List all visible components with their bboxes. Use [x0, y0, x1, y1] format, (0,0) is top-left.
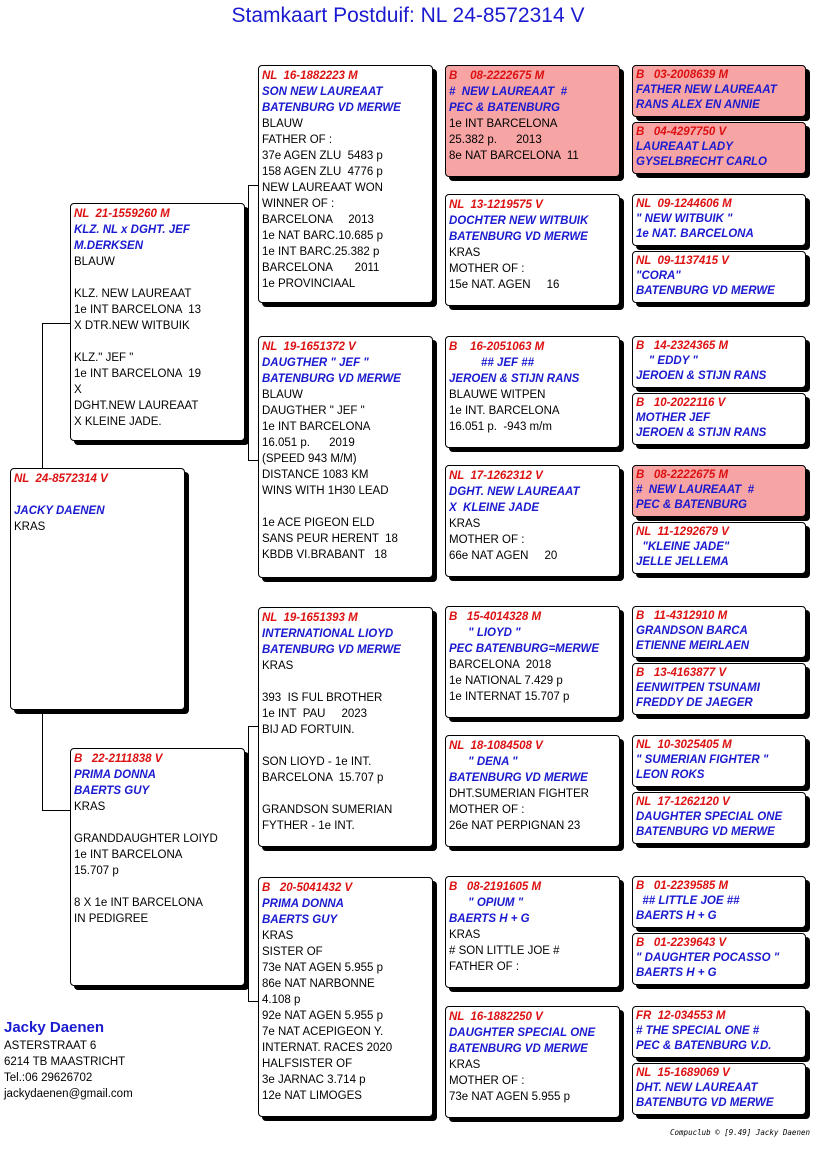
card-line: " EDDY "	[636, 355, 698, 367]
card-line: 86e NAT NARBONNE	[262, 978, 375, 990]
card-line: " DENA "	[449, 756, 518, 768]
gg3-card	[632, 194, 806, 246]
card-line: 73e NAT AGEN 5.955 p	[449, 1091, 571, 1103]
card-line: BATENBURG VD MERWE	[449, 772, 588, 784]
card-line: RANS ALEX EN ANNIE	[636, 99, 760, 111]
card-line: LAUREAAT LADY	[636, 141, 733, 153]
sd-card	[258, 336, 433, 578]
card-line: KLZ." JEF "	[74, 352, 134, 364]
gg4-card	[632, 251, 806, 303]
card-line: NL 13-1219575 V	[449, 199, 543, 211]
card-line: 1e NATIONAL 7.429 p	[449, 675, 563, 687]
gg8-card	[632, 522, 806, 574]
card-line: "CORA"	[636, 270, 681, 282]
card-line: 1e NAT BARC.10.685 p	[262, 230, 384, 242]
owner-block	[4, 1018, 133, 1102]
connector-line	[436, 120, 437, 250]
card-line: 1e INT. BARCELONA	[449, 405, 560, 417]
card-line: KLZ. NL x DGHT. JEF	[74, 224, 190, 236]
card-line: KRAS	[14, 521, 46, 533]
dd-card	[258, 877, 433, 1117]
owner-phone: Tel.:06 29626702	[4, 1072, 93, 1084]
g3-card	[445, 336, 620, 448]
card-line: 12e NAT LIMOGES	[262, 1090, 362, 1102]
card-line: JEROEN & STIJN RANS	[636, 370, 767, 382]
card-line: JEROEN & STIJN RANS	[449, 373, 580, 385]
card-line: 73e NAT AGEN 5.955 p	[262, 962, 384, 974]
card-line: GYSELBRECHT CARLO	[636, 156, 767, 168]
gg1-card	[632, 65, 806, 117]
card-line: KRAS	[449, 518, 481, 530]
card-line: BARCELONA 2013	[262, 214, 374, 226]
ss-card	[258, 65, 433, 303]
card-line: 393 IS FUL BROTHER	[262, 692, 383, 704]
card-line: NL 19-1651372 V	[262, 341, 356, 353]
card-line: # SON LITTLE JOE #	[449, 945, 560, 957]
card-line: BAERTS H + G	[636, 910, 717, 922]
card-line: MOTHER OF :	[449, 263, 525, 275]
card-line: PRIMA DONNA	[74, 769, 156, 781]
card-line: NL 21-1559260 M	[74, 208, 170, 220]
card-line: 3e JARNAC 3.714 p	[262, 1074, 366, 1086]
card-line: WINS WITH 1H30 LEAD	[262, 485, 389, 497]
card-line: 1e INT BARCELONA	[262, 421, 371, 433]
card-line	[262, 674, 429, 690]
card-line: PEC & BATENBURG	[449, 102, 560, 114]
card-line: 1e INT BARCELONA	[449, 118, 558, 130]
card-line: BARCELONA 2011	[262, 262, 380, 274]
card-line: BATENBURG VD MERWE	[636, 285, 775, 297]
card-line: BARCELONA 2018	[449, 659, 552, 671]
card-line: LEON ROKS	[636, 769, 705, 781]
card-line: KRAS	[449, 247, 481, 259]
card-line: " OPIUM "	[449, 897, 524, 909]
card-line: B 08-2191605 M	[449, 881, 542, 893]
dam-card	[70, 748, 245, 986]
card-line: " DAUGHTER POCASSO "	[636, 952, 780, 964]
card-line: DOCHTER NEW WITBUIK	[449, 215, 589, 227]
card-line: NL 16-1882223 M	[262, 70, 358, 82]
card-line: BLAUW	[262, 118, 303, 130]
card-line: HALFSISTER OF	[262, 1058, 353, 1070]
g1-card	[445, 65, 620, 177]
gg11-card	[632, 735, 806, 787]
card-line: " NEW WITBUIK "	[636, 213, 733, 225]
card-line: BAERTS H + G	[636, 967, 717, 979]
card-line: FATHER NEW LAUREAAT	[636, 84, 777, 96]
card-line: 66e NAT AGEN 20	[449, 550, 558, 562]
connector-line	[248, 726, 249, 1001]
card-line: (SPEED 943 M/M)	[262, 453, 357, 465]
card-line: BATENBUTG VD MERWE	[636, 1097, 774, 1109]
card-line: DHT. NEW LAUREAAT	[636, 1082, 758, 1094]
card-line: B 08-2222675 M	[636, 469, 729, 481]
connector-line	[42, 810, 72, 811]
connector-line	[42, 323, 43, 470]
card-line: MOTHER JEF	[636, 412, 711, 424]
card-line: KRAS	[262, 660, 294, 672]
gg16-card	[632, 1063, 806, 1115]
card-line: NL 17-1262120 V	[636, 796, 730, 808]
gg7-card	[632, 465, 806, 517]
gg2-card	[632, 122, 806, 174]
card-line: BATENBURG VD MERWE	[262, 102, 401, 114]
card-line: BAERTS GUY	[74, 785, 150, 797]
card-line: X KLEINE JADE.	[74, 416, 162, 428]
card-line: DAUGHTER SPECIAL ONE	[449, 1027, 596, 1039]
card-line: SON LIOYD - 1e INT.	[262, 756, 372, 768]
card-line: NL 16-1882250 V	[449, 1011, 543, 1023]
card-line: B 16-2051063 M	[449, 341, 545, 353]
connector-line	[42, 710, 43, 810]
card-line: MOTHER OF :	[449, 804, 525, 816]
gg6-card	[632, 393, 806, 445]
card-line: JACKY DAENEN	[14, 505, 105, 517]
card-line: # THE SPECIAL ONE #	[636, 1025, 760, 1037]
card-line: 8e NAT BARCELONA 11	[449, 150, 579, 162]
gg14-card	[632, 933, 806, 985]
g2-card	[445, 194, 620, 306]
card-line: B 01-2239585 M	[636, 880, 729, 892]
card-line: BLAUW	[74, 256, 115, 268]
card-line: IN PEDIGREE	[74, 913, 149, 925]
card-line: NL 17-1262312 V	[449, 470, 543, 482]
card-line	[262, 499, 429, 515]
card-line: BLAUWE WITPEN	[449, 389, 546, 401]
card-line: BATENBURG VD MERWE	[636, 826, 775, 838]
card-line: NL 24-8572314 V	[14, 473, 108, 485]
card-line	[14, 487, 181, 503]
card-line: ## LITTLE JOE ##	[636, 895, 740, 907]
owner-email: jackydaenen@gmail.com	[4, 1088, 133, 1100]
card-line: NL 09-1137415 V	[636, 255, 729, 267]
g4-card	[445, 465, 620, 577]
card-line: 8 X 1e INT BARCELONA	[74, 897, 203, 909]
card-line: INTERNATIONAL LIOYD	[262, 628, 394, 640]
card-line: # NEW LAUREAAT #	[449, 86, 567, 98]
card-line: BATENBURG VD MERWE	[262, 373, 401, 385]
card-line: 15.707 p	[74, 865, 119, 877]
card-line: NL 19-1651393 M	[262, 612, 358, 624]
card-line: KBDB VI.BRABANT 18	[262, 549, 388, 561]
gg10-card	[632, 663, 806, 715]
card-line: FR 12-034553 M	[636, 1010, 726, 1022]
card-line: MOTHER OF :	[449, 534, 525, 546]
gg5-card	[632, 336, 806, 388]
card-line: B 13-4163877 V	[636, 667, 727, 679]
card-line: 1e INT BARCELONA 13	[74, 304, 201, 316]
card-line: 158 AGEN ZLU 4776 p	[262, 166, 383, 178]
connector-line	[436, 935, 437, 1065]
card-line	[74, 879, 241, 895]
card-line: 16.051 p. -943 m/m	[449, 421, 552, 433]
card-line: KRAS	[74, 801, 106, 813]
card-line: JELLE JELLEMA	[636, 556, 729, 568]
card-line: BAERTS H + G	[449, 913, 530, 925]
card-line: 1e INT BARCELONA	[74, 849, 183, 861]
owner-name: Jacky Daenen	[4, 1019, 105, 1036]
card-line: INTERNAT. RACES 2020	[262, 1042, 393, 1054]
card-line: 1e NAT. BARCELONA	[636, 228, 754, 240]
card-line: B 11-4312910 M	[636, 610, 728, 622]
footer-credit: Compuclub © [9.49] Jacky Daenen	[670, 1128, 810, 1137]
card-line: 7e NAT ACEPIGEON Y.	[262, 1026, 384, 1038]
card-line: DAUGTHER " JEF "	[262, 405, 365, 417]
card-line: DAUGTHER " JEF "	[262, 357, 369, 369]
card-line: MOTHER OF :	[449, 1075, 525, 1087]
page-title: Stamkaart Postduif: NL 24-8572314 V	[231, 4, 585, 27]
card-line: " SUMERIAN FIGHTER "	[636, 754, 769, 766]
card-line: B 01-2239643 V	[636, 937, 727, 949]
card-line: B 22-2111838 V	[74, 753, 163, 765]
card-line: 37e AGEN ZLU 5483 p	[262, 150, 383, 162]
connector-line	[436, 395, 437, 525]
card-line: NL 10-3025405 M	[636, 739, 732, 751]
card-line: 25.382 p. 2013	[449, 134, 542, 146]
card-line: PRIMA DONNA	[262, 898, 344, 910]
owner-city: 6214 TB MAASTRICHT	[4, 1056, 126, 1068]
card-line: B 14-2324365 M	[636, 340, 729, 352]
g5-card	[445, 606, 620, 718]
g6-card	[445, 735, 620, 847]
card-line: NL 15-1689069 V	[636, 1067, 730, 1079]
card-line: BLAUW	[262, 389, 303, 401]
ds-card	[258, 607, 433, 847]
card-line: SISTER OF	[262, 946, 323, 958]
card-line: SON NEW LAUREAAT	[262, 86, 383, 98]
card-line: GRANDDAUGHTER LOIYD	[74, 833, 218, 845]
card-line: PEC & BATENBURG	[636, 499, 747, 511]
card-line: BATENBURG VD MERWE	[449, 1043, 588, 1055]
card-line: B 08-2222675 M	[449, 70, 545, 82]
card-line: DISTANCE 1083 KM	[262, 469, 369, 481]
card-line: # NEW LAUREAAT #	[636, 484, 754, 496]
card-line: 1e INT BARCELONA 19	[74, 368, 201, 380]
card-line: NL 18-1084508 V	[449, 740, 543, 752]
gg13-card	[632, 876, 806, 928]
card-line: 1e INT PAU 2023	[262, 708, 368, 720]
card-line: X DTR.NEW WITBUIK	[74, 320, 190, 332]
card-line	[74, 815, 241, 831]
card-line: BARCELONA 15.707 p	[262, 772, 384, 784]
card-line: M.DERKSEN	[74, 240, 144, 252]
card-line: B 10-2022116 V	[636, 397, 726, 409]
card-line: X KLEINE JADE	[449, 502, 540, 514]
card-line: KLZ. NEW LAUREAAT	[74, 288, 192, 300]
card-line: ETIENNE MEIRLAEN	[636, 640, 750, 652]
card-line	[262, 738, 429, 754]
card-line: BIJ AD FORTUIN.	[262, 724, 355, 736]
card-line: DHT.SUMERIAN FIGHTER	[449, 788, 589, 800]
card-line: PEC & BATENBURG V.D.	[636, 1040, 772, 1052]
card-line: KRAS	[262, 930, 294, 942]
card-line: 15e NAT. AGEN 16	[449, 279, 560, 291]
card-line: DGHT. NEW LAUREAAT	[449, 486, 580, 498]
card-line: PEC BATENBURG=MERWE	[449, 643, 600, 655]
gg9-card	[632, 606, 806, 658]
card-line: B 04-4297750 V	[636, 126, 727, 138]
card-line: FYTHER - 1e INT.	[262, 820, 355, 832]
card-line	[74, 270, 241, 286]
card-line: FREDDY DE JAEGER	[636, 697, 753, 709]
card-line	[74, 334, 241, 350]
card-line: B 20-5041432 V	[262, 882, 353, 894]
card-line: FATHER OF :	[262, 134, 333, 146]
card-line: JEROEN & STIJN RANS	[636, 427, 767, 439]
card-line: SANS PEUR HERENT 18	[262, 533, 398, 545]
card-line: "KLEINE JADE"	[636, 541, 730, 553]
card-line: 92e NAT AGEN 5.955 p	[262, 1010, 384, 1022]
card-line: DAUGHTER SPECIAL ONE	[636, 811, 783, 823]
card-line: BATENBURG VD MERWE	[262, 644, 401, 656]
card-line: NL 09-1244606 M	[636, 198, 732, 210]
g7-card	[445, 876, 620, 988]
card-line: KRAS	[449, 1059, 481, 1071]
card-line: BATENBURG VD MERWE	[449, 231, 588, 243]
card-line: ## JEF ##	[449, 357, 535, 369]
connector-line	[42, 323, 72, 324]
card-line	[262, 786, 429, 802]
sire-card	[70, 203, 245, 441]
gg12-card	[632, 792, 806, 844]
card-line: GRANDSON BARCA	[636, 625, 748, 637]
card-line: FATHER OF :	[449, 961, 520, 973]
card-line: B 03-2008639 M	[636, 69, 729, 81]
card-line: B 15-4014328 M	[449, 611, 542, 623]
card-line: BAERTS GUY	[262, 914, 338, 926]
card-line: KRAS	[449, 929, 481, 941]
card-line: 16.051 p. 2019	[262, 437, 355, 449]
card-line: EENWITPEN TSUNAMI	[636, 682, 760, 694]
g8-card	[445, 1006, 620, 1118]
card-line: 26e NAT PERPIGNAN 23	[449, 820, 581, 832]
card-line: DGHT.NEW LAUREAAT	[74, 400, 199, 412]
card-line: 4.108 p	[262, 994, 301, 1006]
card-line: " LIOYD "	[449, 627, 521, 639]
card-line: 1e PROVINCIAAL	[262, 278, 356, 290]
gg15-card	[632, 1006, 806, 1058]
card-line: NEW LAUREAAT WON	[262, 182, 383, 194]
connector-line	[436, 660, 437, 790]
card-line: 1e ACE PIGEON ELD	[262, 517, 375, 529]
card-line: X	[74, 384, 82, 396]
connector-line	[248, 185, 249, 460]
owner-address: ASTERSTRAAT 6	[4, 1040, 97, 1052]
card-line: GRANDSON SUMERIAN	[262, 804, 393, 816]
card-line: 1e INT BARC.25.382 p	[262, 246, 380, 258]
pigeon-card	[10, 468, 185, 710]
card-line: WINNER OF :	[262, 198, 335, 210]
card-line: NL 11-1292679 V	[636, 526, 729, 538]
card-line: 1e INTERNAT 15.707 p	[449, 691, 570, 703]
